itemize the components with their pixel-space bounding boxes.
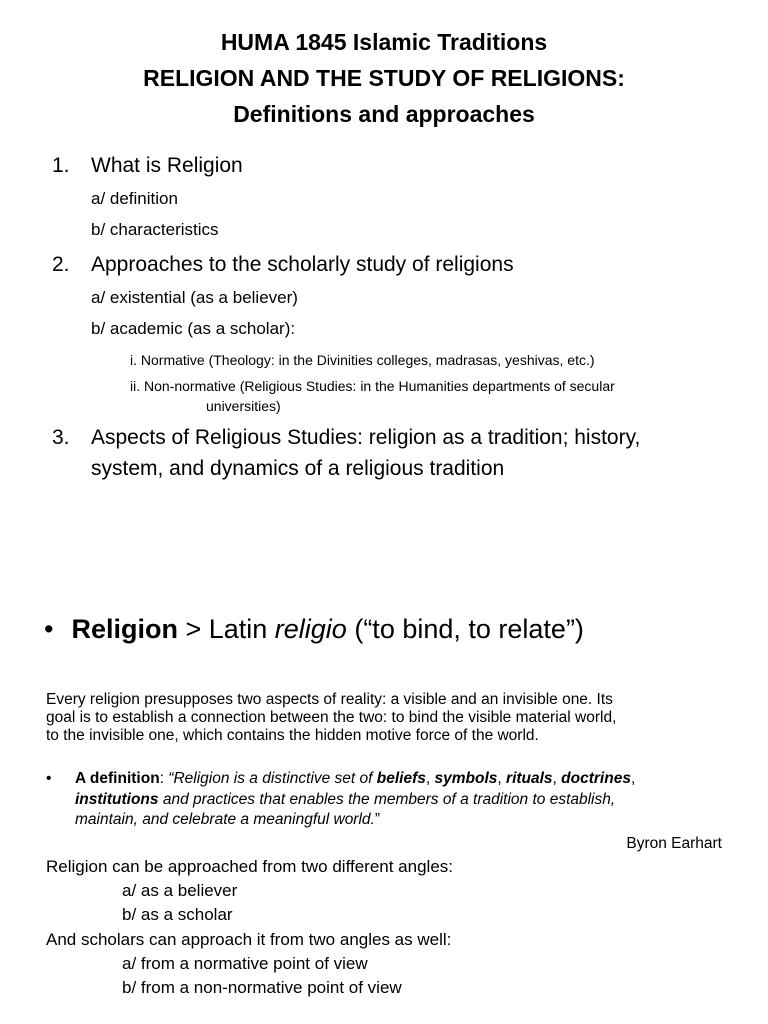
latin-arrow: > Latin: [177, 614, 275, 644]
title-main: RELIGION AND THE STUDY OF RELIGIONS:: [143, 65, 625, 91]
definition-close-quote: ”: [374, 811, 381, 828]
sep: ,: [425, 770, 435, 787]
outline-item-1: What is Religion: [91, 154, 243, 177]
outline-item-2b-ii-cont: universities): [206, 398, 281, 414]
sep: ,: [552, 770, 562, 787]
approaches-c: a/ from a normative point of view: [122, 954, 368, 973]
outline-item-1b: b/ characteristics: [91, 220, 219, 239]
approaches-line-2: And scholars can approach it from two angles as well:: [46, 930, 452, 949]
religion-term: Religion: [71, 614, 178, 644]
outline-item-3-cont: system, and dynamics of a religious tradition: [91, 457, 505, 480]
intro-line-3: to the invisible one, which contains the hidden motive force of the world.: [46, 727, 539, 744]
definition-colon: :: [159, 770, 169, 787]
intro-line-1: Every religion presupposes two aspects of reality: a visible and an invisible one. Its: [46, 691, 613, 708]
title-subtitle: Definitions and approaches: [233, 101, 535, 127]
outline-item-2b-i: i. Normative (Theology: in the Divinities colleges, madrasas, yeshivas, etc.): [130, 352, 595, 368]
sep: ,: [630, 770, 636, 787]
definition-rest-1: and practices that enables the members of a tradition to establish,: [158, 791, 616, 808]
outline-number-3: 3.: [52, 426, 70, 449]
religion-heading: [44, 614, 584, 645]
term-doctrines: doctrines: [561, 770, 631, 787]
definition-label: A definition: [75, 770, 160, 787]
definition-line-3: [75, 811, 380, 829]
term-beliefs: beliefs: [376, 770, 426, 787]
latin-word: religio: [274, 614, 347, 644]
approaches-b: b/ as a scholar: [122, 905, 233, 924]
outline-item-2: Approaches to the scholarly study of religions: [91, 253, 514, 276]
definition-line-1: [75, 770, 635, 788]
term-institutions: institutions: [75, 791, 159, 808]
definition-line-2: [75, 791, 615, 809]
approaches-line-1: Religion can be approached from two different angles:: [46, 857, 453, 876]
term-rituals: rituals: [506, 770, 553, 787]
term-symbols: symbols: [434, 770, 498, 787]
outline-item-2a: a/ existential (as a believer): [91, 288, 298, 307]
approaches-a: a/ as a believer: [122, 881, 238, 900]
outline-number-1: 1.: [52, 154, 70, 177]
approaches-d: b/ from a non-normative point of view: [122, 978, 402, 997]
intro-line-2: goal is to establish a connection between the two: to bind the visible material world,: [46, 709, 617, 726]
definition-quote-start: “Religion is a distinctive set of: [168, 770, 377, 787]
outline-item-3: Aspects of Religious Studies: religion as a tradition; history,: [91, 426, 641, 449]
definition-rest-2: maintain, and celebrate a meaningful world.: [75, 811, 375, 828]
definition-author: Byron Earhart: [626, 835, 722, 852]
sep: ,: [497, 770, 507, 787]
outline-item-1a: a/ definition: [91, 189, 178, 208]
outline-item-2b: b/ academic (as a scholar):: [91, 319, 296, 338]
outline-item-2b-ii: ii. Non-normative (Religious Studies: in the Humanities departments of secular: [130, 378, 615, 394]
bullet: •: [44, 614, 54, 644]
latin-gloss: (“to bind, to relate”): [346, 614, 584, 644]
title-course: HUMA 1845 Islamic Traditions: [220, 29, 548, 55]
outline-number-2: 2.: [52, 253, 70, 276]
definition-bullet: •: [46, 770, 52, 787]
